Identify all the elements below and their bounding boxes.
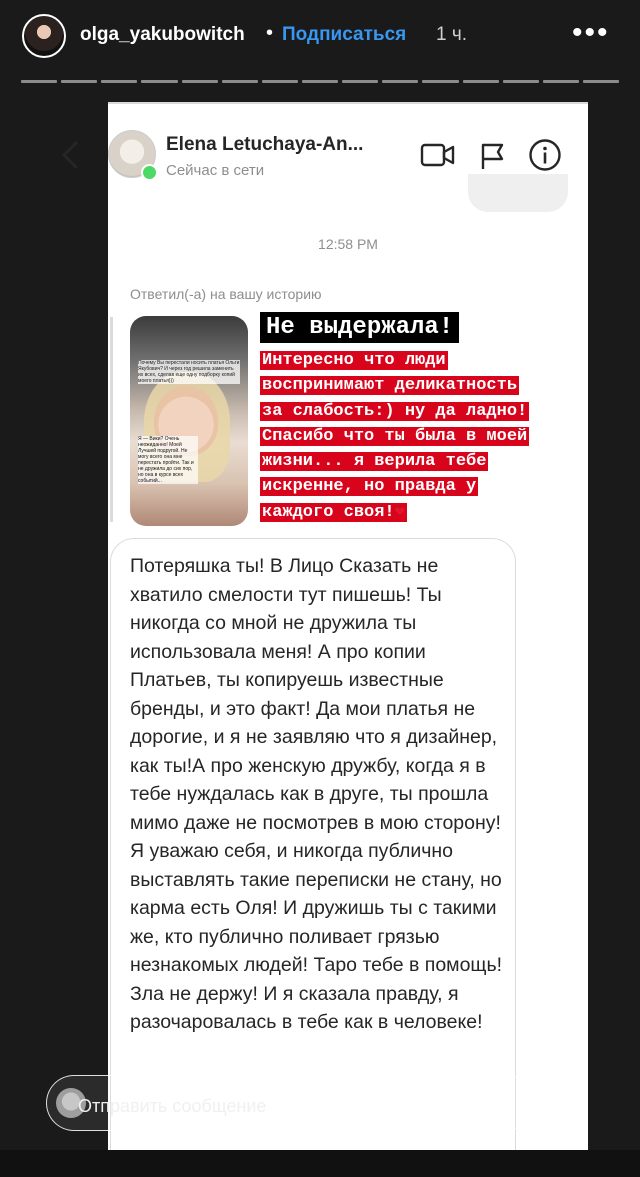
story-highlight-text [260, 348, 588, 525]
send-icon[interactable] [544, 1086, 584, 1122]
send-message-placeholder: Отправить сообщение [78, 1096, 267, 1116]
progress-segment [101, 80, 137, 83]
highlight-line: воспринимают деликатность [262, 376, 518, 396]
thumb-caption-secondary: Я — Вики? Очень неожиданно! Моей Лучшей подругой. Не могу всего она мне перестать пройти. Так и не дружила до сих пор, но она в курсе всех событий... [138, 436, 198, 484]
progress-segment [382, 80, 418, 83]
dm-screenshot-card [108, 102, 588, 1177]
progress-segment [342, 80, 378, 83]
highlight-line: Интересно что люди [262, 351, 446, 370]
bottom-strip [0, 1150, 640, 1177]
progress-segment [262, 80, 298, 83]
video-call-icon[interactable] [420, 142, 456, 168]
back-chevron-icon[interactable] [60, 140, 80, 170]
story-time: 1 ч. [436, 24, 468, 45]
separator-dot: • [266, 22, 274, 44]
highlight-line: за слабость:) ну да ладно! [262, 401, 528, 421]
progress-segment [141, 80, 177, 83]
report-flag-icon[interactable] [480, 142, 506, 170]
progress-segment [583, 80, 619, 83]
progress-segment [61, 80, 97, 83]
progress-segment [302, 80, 338, 83]
heart-emoji: ❤ [394, 502, 405, 522]
progress-segment [182, 80, 218, 83]
progress-segment [222, 80, 258, 83]
contact-status: Сейчас в сети [166, 162, 265, 179]
thumb-caption: Почему Вы перестали носить платья Ольги Якубович? И через год решила заменить их всех, сделав еще одну подборку копий моего платья))) [138, 360, 240, 384]
message-timestamp: 12:58 PM [318, 236, 378, 252]
story-headline: Не выдержала! [260, 312, 459, 343]
story-author-avatar[interactable] [22, 14, 66, 58]
contact-name[interactable]: Elena Letuchaya-An... [166, 134, 364, 155]
more-options-icon[interactable]: ••• [572, 16, 610, 49]
progress-segment [463, 80, 499, 83]
message-text: Потеряшка ты! В Лицо Сказать не хватило смелости тут пишешь! Ты никогда со мной не дружила ты использовала меня! А про копии Платьев, ты копируешь известные бренды, и это факт! Да мои платья не дорогие, и я не заявляю что я дизайнер, как ты!А про женскую дружбу, когда я в тебе нуждалась как в друге, ты прошла мимо даже не посмотрев в мою сторону! Я уважаю себя, и никогда публично выставлять такие переписки не стану, но карма есть Оля! И дружишь ты с такими же, кто публично поливает грязью незнакомых людей! Таро тебе в помощь! Зла не держу! И я сказала правду, я разочаровалась в тебе как в человеке! [130, 555, 503, 1033]
progress-segment [422, 80, 458, 83]
online-status-dot [141, 164, 158, 181]
reply-indicator-bar [110, 317, 113, 522]
replied-to-story-label: Ответил(-а) на вашу историю [130, 286, 322, 302]
info-icon[interactable] [528, 138, 562, 172]
progress-segment [503, 80, 539, 83]
story-header [0, 0, 640, 80]
highlight-line: искренне, но правда у [262, 477, 477, 497]
progress-segment [21, 80, 57, 83]
story-thumbnail[interactable] [130, 316, 248, 526]
highlight-line: Спасибо что ты была в моей [262, 426, 528, 446]
highlight-line: каждого своя!❤ [262, 502, 405, 522]
story-username[interactable]: olga_yakubowitch [80, 24, 245, 45]
follow-button[interactable]: Подписаться [282, 24, 407, 45]
highlight-line: жизни... я верила тебе [262, 452, 487, 472]
progress-segment [543, 80, 579, 83]
story-progress-bar [21, 80, 619, 83]
previous-message-bubble [468, 174, 568, 212]
